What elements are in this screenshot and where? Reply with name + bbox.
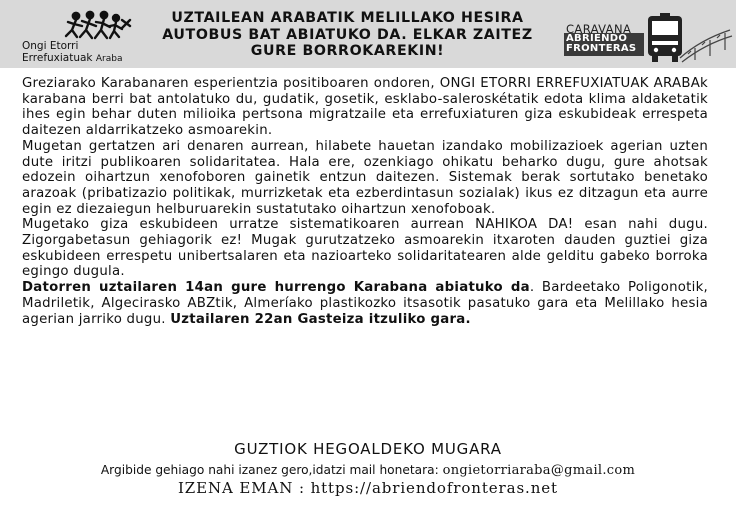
org-name: [22, 40, 122, 65]
contact-line: [0, 463, 736, 478]
return-date-bold: Uztailaren 22an Gasteiza itzuliko gara.: [170, 311, 471, 327]
body-text: [22, 76, 708, 327]
contact-email-link[interactable]: ongietorriaraba@gmail.com: [442, 463, 636, 478]
headline-line2: AUTOBUS BAT ABIATUKO DA. ELKAR ZAITEZ: [162, 26, 533, 43]
abriendo-fronteras-label: [566, 34, 636, 54]
paragraph-2: Mugetan gertatzen ari denaren aurrean, hilabete hauetan izandako mobilizazioek agerian uzten dute iritzi publikoaren solidaritatea. Hala ere, ozenkiago ohikatu beharko dugu, gure ahotsak edozein oihartzun xenofoboren gainetik entzun daitezen. Sistemak berak sortutako benetako arazoak (pribatizazio politikak, murrizketak eta ezberdintasun sozialak) ikus ez ditzagun eta aurre egin ez diezaiegun helburuarekin sustatutako oihartzun xenofoboak.: [22, 138, 708, 217]
slogan: GUZTIOK HEGOALDEKO MUGARA: [234, 440, 502, 458]
org-name-line1: Ongi Etorri: [22, 40, 79, 52]
paragraph-3: Mugetako giza eskubideen urratze sistematikoaren aurrean NAHIKOA DA! esan nahi dugu. Zigorgabetasun gehiagorik ez! Mugak gurutzatzeko asmoarekin itxaroten dauden guztiei giza eskubideen errespetu unibertsalaren eta nazioarteko solidaritatearen alde gelditu gabeko borroka egingo dugula.: [22, 217, 708, 280]
abriendo-label: ABRIENDO: [566, 33, 628, 44]
fronteras-label: FRONTERAS: [566, 43, 637, 54]
org-name-line2: Errefuxiatuak: [22, 52, 93, 64]
headline-line1: UZTAILEAN ARABATIK MELILLAKO HESIRA: [171, 10, 524, 26]
header-banner: [0, 0, 736, 68]
headline: [150, 10, 545, 60]
departure-date-bold: Datorren uztailaren 14an gure hurrengo Karabana abiatuko da: [22, 280, 530, 296]
paragraph-1: Greziarako Karabanaren esperientzia positiboaren ondoren, ONGI ETORRI ERREFUXIATUAK ARABAk karabana berri bat antolatuko du, gudatik, gosetik, esklabo-saleroskétatik edota klima aldaketatik ihes egin behar duten milioika pertsona migratzaile eta errefuxiaturen giza eskubideak errespeta daitezen aldarrikatzeko asmoarekin.: [22, 76, 708, 139]
headline-line3: GURE BORROKAREKIN!: [250, 43, 445, 59]
caravana-label: CARAVANA: [566, 22, 632, 36]
paragraph-4: [22, 280, 708, 327]
signup-link[interactable]: IZENA EMAN : https://abriendofronteras.net: [177, 479, 558, 497]
route-text: . Bardeetako Poligonotik, Madriletik, Algecirasko ABZtik, Almeríako plastikozko itsasotik pasatuko gara eta Melillako hesia agerian jarriko dugu.: [22, 280, 708, 327]
org-name-line2b: Araba: [95, 54, 123, 64]
contact-text: Argibide gehiago nahi izanez gero,idatzi mail honetara:: [100, 463, 443, 477]
